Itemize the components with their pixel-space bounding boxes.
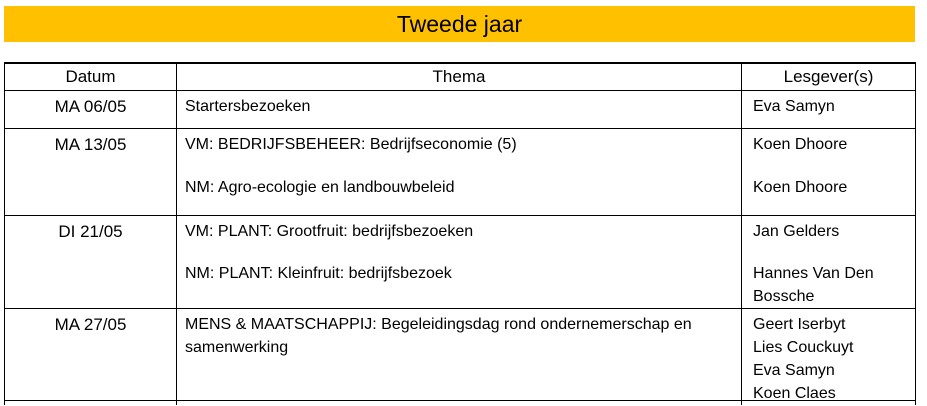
teacher-text: Geert Iserbyt (753, 316, 846, 333)
table-row (5, 309, 916, 406)
header-teacher: Lesgever(s) (742, 63, 916, 91)
theme-text: VM: PLANT: Grootfruit: bedrijfsbezoeken (185, 223, 474, 240)
page-title (4, 6, 915, 42)
teacher-cell (742, 216, 916, 309)
date-text: MA 06/05 (54, 97, 127, 116)
theme-text: NM: PLANT: Kleinfruit: bedrijfsbezoek (185, 265, 452, 282)
theme-text: MENS & MAATSCHAPPIJ: Begeleidingsdag rond ondernemerschap en samenwerking (185, 316, 692, 356)
date-text: DI 21/05 (58, 222, 123, 241)
teacher-text: Eva Samyn (753, 98, 835, 115)
theme-text: NM: Agro-ecologie en landbouwbeleid (185, 179, 455, 196)
table-row (5, 216, 916, 309)
teacher-text: Jan Gelders (753, 223, 840, 240)
teacher-text: Koen Dhoore (753, 136, 848, 153)
table-row (5, 91, 916, 129)
teacher-cell (742, 309, 916, 406)
date-cell (5, 309, 177, 406)
theme-cell (177, 129, 742, 216)
date-cell (5, 129, 177, 216)
date-text: MA 13/05 (54, 135, 127, 154)
header-theme: Thema (177, 63, 742, 91)
table-header-row (5, 63, 916, 91)
teacher-text: Koen Dhoore (753, 179, 848, 196)
teacher-text: Hannes Van Den Bossche (753, 265, 874, 305)
table-row (5, 129, 916, 216)
teacher-text: Eva Samyn (753, 362, 835, 379)
theme-cell (177, 216, 742, 309)
header-date: Datum (5, 63, 177, 91)
page-title-text: Tweede jaar (396, 10, 523, 37)
teacher-cell (742, 129, 916, 216)
theme-text: VM: BEDRIJFSBEHEER: Bedrijfseconomie (5) (185, 136, 517, 153)
date-cell (5, 91, 177, 129)
theme-text: Startersbezoeken (185, 98, 311, 115)
date-text: MA 27/05 (54, 315, 127, 334)
theme-cell (177, 309, 742, 406)
teacher-cell (742, 91, 916, 129)
teacher-text: Lies Couckuyt (753, 339, 854, 356)
date-cell (5, 216, 177, 309)
teacher-text: Koen Claes (753, 385, 836, 402)
table-bottom-border (4, 400, 915, 401)
schedule-table (4, 62, 916, 405)
theme-cell (177, 91, 742, 129)
